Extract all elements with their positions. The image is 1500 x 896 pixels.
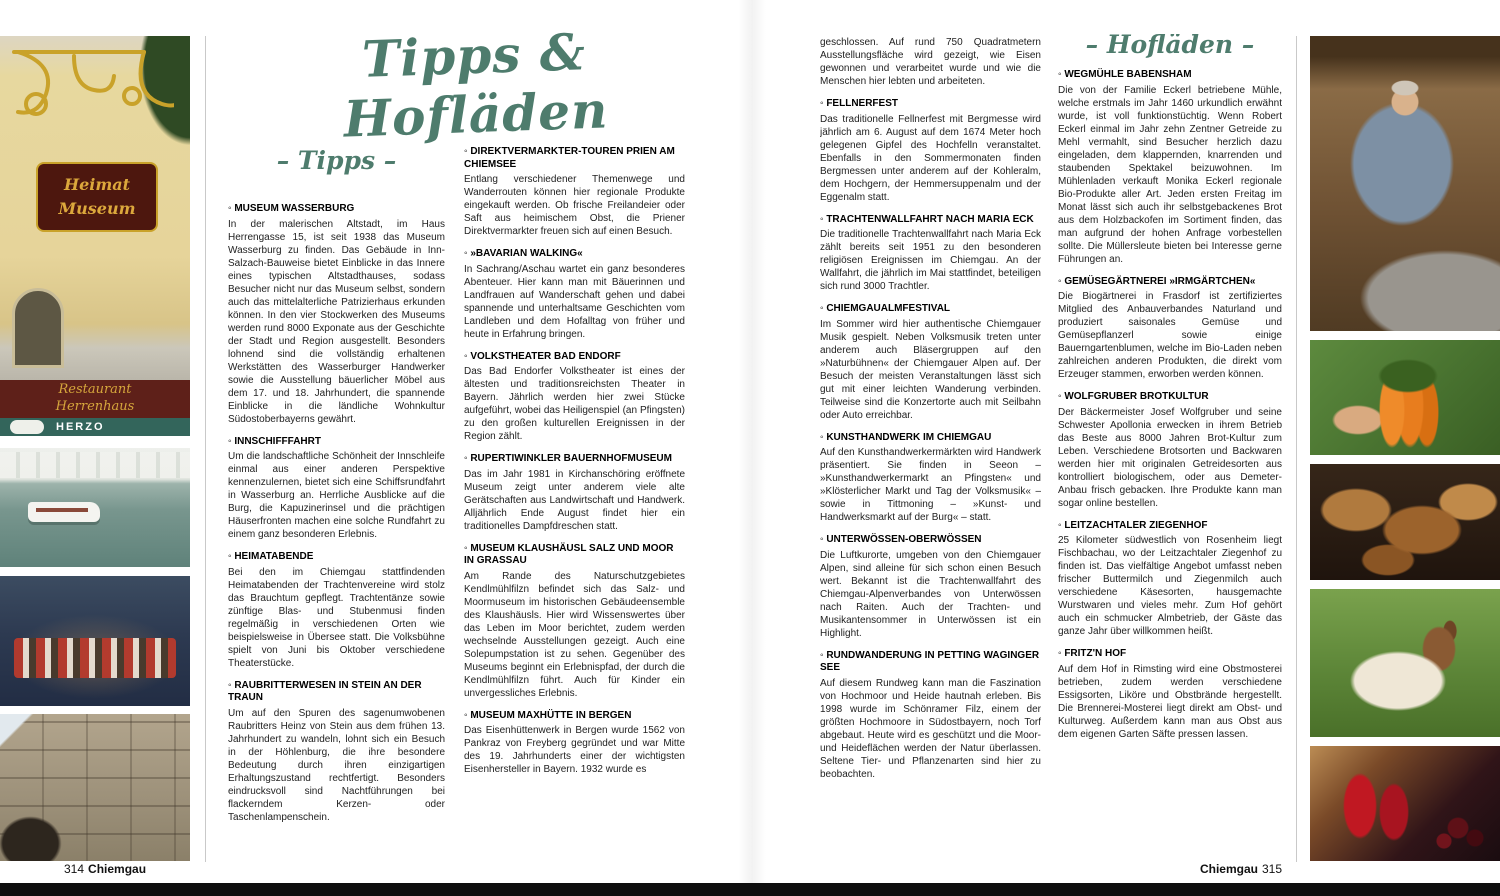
article-body: Im Sommer wird hier authentische Chiemgauer Musik gespielt. Neben Volksmusik treten unter anderem auch Bläsergruppen auf den »Naturbühnen« der Chiemgauer Alpen auf. Der Besuch der meisten Veranstaltungen lässt sich gut mit einer leichten Wanderung verbinden. Teilweise sind die Konzertorte auch mit Seilbahn oder Auto erreichbar. [820, 318, 1041, 421]
article-innschifffahrt [228, 436, 445, 542]
article-heading: ◦ HEIMATABENDE [228, 551, 445, 564]
article-body: Auf den Kunsthandwerkermärkten wird Handwerk präsentiert. Sie finden in Seeon – »Kunsthandwerkermarkt an Pfingsten« und »Klösterlicher Markt und Tag der Volksmusik« – sowie in Tittmoning – »Kunst- und Handwerksmarkt auf der Burg« – statt. [820, 447, 1041, 523]
excursion-boat-shape [28, 502, 100, 522]
article-heading: ◦ KUNSTHANDWERK IM CHIEMGAU [820, 432, 1041, 445]
article-leitzachtaler-ziegenhof [1058, 520, 1282, 639]
article-body: Um auf den Spuren des sagenumwobenen Raubritters Heinz von Stein aus dem frühen 13. Jahrhundert zu wandeln, lohnt sich ein Besuch in der Höhlenburg, die ihre besondere Bedeutung durch ihren einzigartigen Erhaltungszustand rechtfertigt. Besonders eindrucksvoll sind Nachtführungen bei flackerndem Kerzen- oder Taschenlampenschein. [228, 707, 445, 823]
restaurant-herrenhaus-sign [0, 380, 190, 418]
article-wolfgruber-brotkultur [1058, 391, 1282, 510]
article-kunsthandwerk-im-chiemgau [820, 432, 1041, 525]
article-museum-klaushaeusl [464, 543, 685, 700]
article-heading: ◦ DIREKTVERMARKTER-TOUREN PRIEN AM CHIEMSEE [464, 146, 685, 171]
article-museum-wasserburg [228, 203, 445, 426]
article-direktvermarkter-touren [464, 146, 685, 238]
article-volkstheater-bad-endorf [464, 351, 685, 444]
footer-right [1200, 862, 1282, 876]
page-label-left: Chiemgau [88, 862, 147, 876]
article-heading: ◦ RAUBRITTERWESEN IN STEIN AN DER TRAUN [228, 680, 445, 705]
article-gemuesegaertnerei-irmgaertchen [1058, 276, 1282, 382]
page-gutter-shadow [738, 0, 766, 896]
article-trachtenwallfahrt-maria-eck [820, 214, 1041, 294]
page-label-right: Chiemgau [1199, 862, 1258, 876]
article-body: 25 Kilometer südwestlich von Rosenheim liegt Fischbachau, wo der Leitzachtaler Ziegenhof zu finden ist. Das vielfältige Angebot umfasst neben frischer Buttermilch und Ziegenmilch auch verschiedene Käsesorten, hausgemachte Wurstwaren und vieles mehr. Zum Hof gehört auch ein schmucker Almbetrieb, der Gäste das ganze Jahr über willkommen heißt. [1058, 535, 1282, 637]
plaque-line-2: Museum [58, 199, 136, 218]
article-body: Die Luftkurorte, umgeben von den Chiemgauer Alpen, sind alleine für sich schon einen Besuch wert. Bekannt ist die Trachtenwallfahrt des Chiemgau-Alpenverbandes von Unterwössen nach Raiten. Auch der Trachten- und Musikantensommer in Unterwössen ist ein Highlight. [820, 549, 1041, 639]
herzog-sign-band [0, 418, 190, 436]
article-heimatabende [228, 551, 445, 670]
right-page-column-1 [820, 36, 1041, 865]
article-heading: ◦ »BAVARIAN WALKING« [464, 248, 685, 261]
photo-carrots-gemuesegaertnerei [1310, 340, 1500, 455]
article-body: geschlossen. Auf rund 750 Quadratmetern Ausstellungsfläche wird gezeigt, wie Eisen gewonnen und verarbeitet wurde und wie die Menschen hier lebten und arbeiteten. [820, 37, 1041, 87]
article-heading: ◦ LEITZACHTALER ZIEGENHOF [1058, 520, 1282, 533]
photo-bread-wolfgruber [1310, 464, 1500, 580]
article-body: Die von der Familie Eckerl betriebene Mühle, welche erstmals im Jahr 1460 urkundlich erwähnt wurde, ist voll funktionstüchtig. Wenn Robert Eckerl einmal im Jahr zehn Zentner Getreide zu Mehl vermahlt, sind Besucher herzlich dazu eingeladen, dem klappernden, knarrenden und staubenden Spektakel beizuwohnen. Im Mühlenladen verkauft Monika Eckerl regionale Bio-Produkte aller Art. Jeden ersten Freitag im Monat lässt sich auch ihr selbstgebackenes Brot aus dem Holzbackofen im Sortiment finden, das man aufgrund der hohen Anfrage vorbestellen sollte. Die Müllersleute bieten bei Interesse gerne Führungen an. [1058, 84, 1282, 265]
book-edge-bar [0, 883, 1500, 896]
facade-window [12, 288, 64, 368]
article-heading: ◦ FELLNERFEST [820, 98, 1041, 111]
wrought-iron-bracket-icon [4, 42, 174, 160]
article-museum-maxhuette [464, 710, 685, 777]
page-number-right: 315 [1261, 862, 1282, 876]
photo-obst-drinks-fritzn-hof [1310, 746, 1500, 861]
article-body: Das Bad Endorfer Volkstheater ist eines der ältesten und traditionsreichsten Theater in Bayern. Jährlich werden hier zwei Stücke aufgeführt, wobei das Heiligenspiel (an Pfingsten) zu den großen kulturellen Ereignissen in der Region zählt. [464, 366, 685, 442]
heimatmuseum-plaque [36, 162, 158, 232]
article-body: Auf dem Hof in Rimsting wird eine Obstmosterei betrieben, zudem werden verschiedene Essigsorten, Liköre und Obstbrände hergestellt. Die Brennerei-Mosterei liegt direkt am Obst- und Kulturweg. Außerdem kann man aus Obst aus dem eigenen Garten Säfte pressen lassen. [1058, 663, 1282, 740]
article-heading: ◦ INNSCHIFFFAHRT [228, 436, 445, 449]
article-body: Die traditionelle Trachtenwallfahrt nach Maria Eck zählt bereits seit 1951 zu den besonderen religiösen Ereignissen im Chiemgau. An der Wallfahrt, die jährlich im Mai stattfindet, beteiligen sich rund 3000 Trachtler. [820, 229, 1041, 292]
section-header-hoflaeden: – Hofläden – [1085, 34, 1255, 59]
article-fellnerfest [820, 98, 1041, 204]
photo-heimatmuseum-sign [0, 36, 190, 436]
article-heading: ◦ RUNDWANDERUNG IN PETTING WAGINGER SEE [820, 650, 1041, 675]
article-body: Der Bäckermeister Josef Wolfgruber und seine Schwester Apollonia erwecken in ihrem Betrieb das Beste aus 8000 Jahren Brot-Kultur zum Leben. Verschiedene Brotsorten und Backwaren werden hier mit originalen Getreidesorten aus kontrolliert biologischem, oder aus Demeter-Anbau frisch gebacken. Ihre Produkte kann man sogar online bestellen. [1058, 406, 1282, 509]
plaque-line-1: Heimat [63, 175, 131, 194]
article-heading: ◦ FRITZ'N HOF [1058, 648, 1282, 661]
article-body: Um die landschaftliche Schönheit der Innschleife einmal aus einer anderen Perspektive kennenzulernen, bietet sich eine Schiffsrundfahrt in Wasserburg an. Herrliche Ausblicke auf die Burg, die Kapuzinerinsel und die prächtigen Häuserfronten machen eine solche Rundfahrt zu einem ganz besonderen Erlebnis. [228, 451, 445, 540]
photo-inn-river-boat [0, 448, 190, 567]
article-body: In Sachrang/Aschau wartet ein ganz besonderes Abenteuer. Hier kann man mit Bäuerinnen und Landfrauen auf Wanderschaft gehen und dabei spannende und unterhaltsame Geschichten vom Landleben und dem Hofalltag von früher und heute in Erfahrung bringen. [464, 263, 685, 340]
article-heading: ◦ UNTERWÖSSEN-OBERWÖSSEN [820, 534, 1041, 547]
article-heading: ◦ WOLFGRUBER BROTKULTUR [1058, 391, 1282, 404]
article-heading: ◦ VOLKSTHEATER BAD ENDORF [464, 351, 685, 364]
article-unterwoessen-oberwoessen [820, 534, 1041, 640]
article-rundwanderung-petting [820, 650, 1041, 781]
herzog-sign-text: HERZO [56, 421, 105, 433]
article-heading: ◦ TRACHTENWALLFAHRT NACH MARIA ECK [820, 214, 1041, 227]
left-column-separator [205, 36, 206, 862]
article-heading: ◦ MUSEUM MAXHÜTTE IN BERGEN [464, 710, 685, 723]
article-bavarian-walking [464, 248, 685, 341]
article-heading: ◦ MUSEUM KLAUSHÄUSL SALZ UND MOOR IN GRASSAU [464, 543, 685, 568]
page-number-left: 314 [64, 862, 85, 876]
article-body: Das traditionelle Fellnerfest mit Bergmesse wird jährlich am 6. August auf dem 1674 Meter hoch gelegenen Gipfel des Hochfelln veranstaltet. Ebenfalls in den Sommermonaten finden Bergmessen unter anderem auf der Kohleralm, dem Hochgern, der Hemmersuppenalm und der Eggenalm statt. [820, 113, 1041, 203]
article-heading: ◦ CHIEMGAUALMFESTIVAL [820, 303, 1041, 316]
folk-dance-group-shape [14, 638, 176, 678]
article-heading: ◦ WEGMÜHLE BABENSHAM [1058, 69, 1282, 82]
spread-title: Tipps & Hofläden [342, 22, 610, 149]
article-chiemgaualmfestival [820, 303, 1041, 422]
photo-miller-wegmuehle [1310, 36, 1500, 331]
article-heading: ◦ GEMÜSEGÄRTNEREI »IRMGÄRTCHEN« [1058, 276, 1282, 289]
restaurant-sign-text: Restaurant Herrenhaus [55, 382, 135, 414]
article-body: In der malerischen Altstadt, im Haus Herrengasse 15, ist seit 1938 das Museum Wasserburg zu finden. Das Gebäude in Inn-Salzach-Bauweise bietet Einblicke in das Innere eines typischen Altstadthauses, sodass Besucher nicht nur das Museum selbst, sondern auch das mittelalterliche Patrizierhaus erkunden können. In den vier Stockwerken des Museums werden rund 8000 Exponate aus der Geschichte der Stadt und Region ausgestellt. Besonders lohnend sind die vollständig erhaltenen Werkstätten des Wasserburger Handwerker sowie die Ausstellung bäuerlicher Möbel aus dem 17. und 18. Jahrhundert, die spannende Einblicke in die ländliche Wohnkultur Südostoberbayerns gewährt. [228, 218, 445, 425]
section-header-tipps: – Tipps – [276, 146, 397, 175]
article-wegmuehle-babensham [1058, 69, 1282, 266]
footer-left [64, 862, 146, 876]
article-body: Am Rande des Naturschutzgebietes Kendlmühlfilzn befindet sich das Salz- und Moormuseum im historischen Gebäudeensemble des Klaushäusls. Hier wird Wissenswertes über das Leben im Moor berichtet, zudem werden wechselnde Ausstellungen gezeigt. Auch eine Solepumpstation ist zu sehen. Gegenüber des Museums beginnt ein Erlebnispfad, der durch die Kendlmühlfilzn führt. Auch für Kinder ein unvergessliches Erlebnis. [464, 570, 685, 699]
article-raubritterwesen [228, 680, 445, 824]
right-page-column-2 [1058, 34, 1282, 865]
article-heading: ◦ RUPERTIWINKLER BAUERNHOFMUSEUM [464, 453, 685, 466]
article-body: Das Eisenhüttenwerk in Bergen wurde 1562 von Pankraz von Freyberg gegründet und war Mitte des 19. Jahrhunderts einer der wichtigsten Eisenhersteller in Bayern. 1932 wurde es [464, 725, 685, 775]
article-maxhuette-continuation [820, 36, 1041, 88]
photo-trachten-heimatabend [0, 576, 190, 706]
article-fritzn-hof [1058, 648, 1282, 741]
article-rupertiwinkler-bauernhofmuseum [464, 453, 685, 533]
article-body: Das im Jahr 1981 in Kirchanschöring eröffnete Museum zeigt unter anderem viele alte Gerätschaften aus Landwirtschaft und Handwerk. Alljährlich Ende August findet hier ein traditionelles Dampfdreschen statt. [464, 468, 685, 532]
left-page-column-2 [464, 146, 685, 865]
article-body: Entlang verschiedener Themenwege und Wanderrouten können hier regionale Produkte eingekauft werden. Ob frische Freilandeier oder Saft aus heimischem Obst, die Priener Direktvermarkter freuen sich auf einen Besuch. [464, 174, 685, 237]
right-column-separator [1296, 36, 1297, 862]
riverside-buildings-shape [0, 452, 190, 478]
article-body: Auf diesem Rundweg kann man die Faszination von Hochmoor und Heide hautnah erleben. Bis 1998 wurde im Schönramer Filz, einem der größten Hochmoore in Südostbayern, noch Torf abgebaut. Heute wird es geschützt und die Moor- und Heideflächen werden der Natur überlassen. Seltene Tier- und Pflanzenarten sind hier zu beobachten. [820, 677, 1041, 780]
article-heading: ◦ MUSEUM WASSERBURG [228, 203, 445, 216]
photo-goat-ziegenhof [1310, 589, 1500, 737]
article-body: Die Biogärtnerei in Frasdorf ist zertifiziertes Mitglied des Anbauverbandes Naturland und produziert saisonales Gemüse und Gemüsepflanzerl sowie einige Bauerngartenblumen, welche im Bio-Laden neben zahlreichen anderen Produkten, die direkt vom Erzeuger stammen, erworben werden können. [1058, 291, 1282, 380]
photo-hoehlenburg-stein [0, 714, 190, 861]
left-page-column-1 [228, 203, 445, 865]
article-body: Bei den im Chiemgau stattfindenden Heimatabenden der Trachtenvereine wird stolz das Brauchtum gepflegt. Trachtentänze sowie zünftige Blas- und Stubenmusi finden regelmäßig in verschiedenen Orten wie beispielsweise in Übersee statt. Die Volksbühne spielt von Juni bis Oktober verschiedene Theaterstücke. [228, 566, 445, 669]
